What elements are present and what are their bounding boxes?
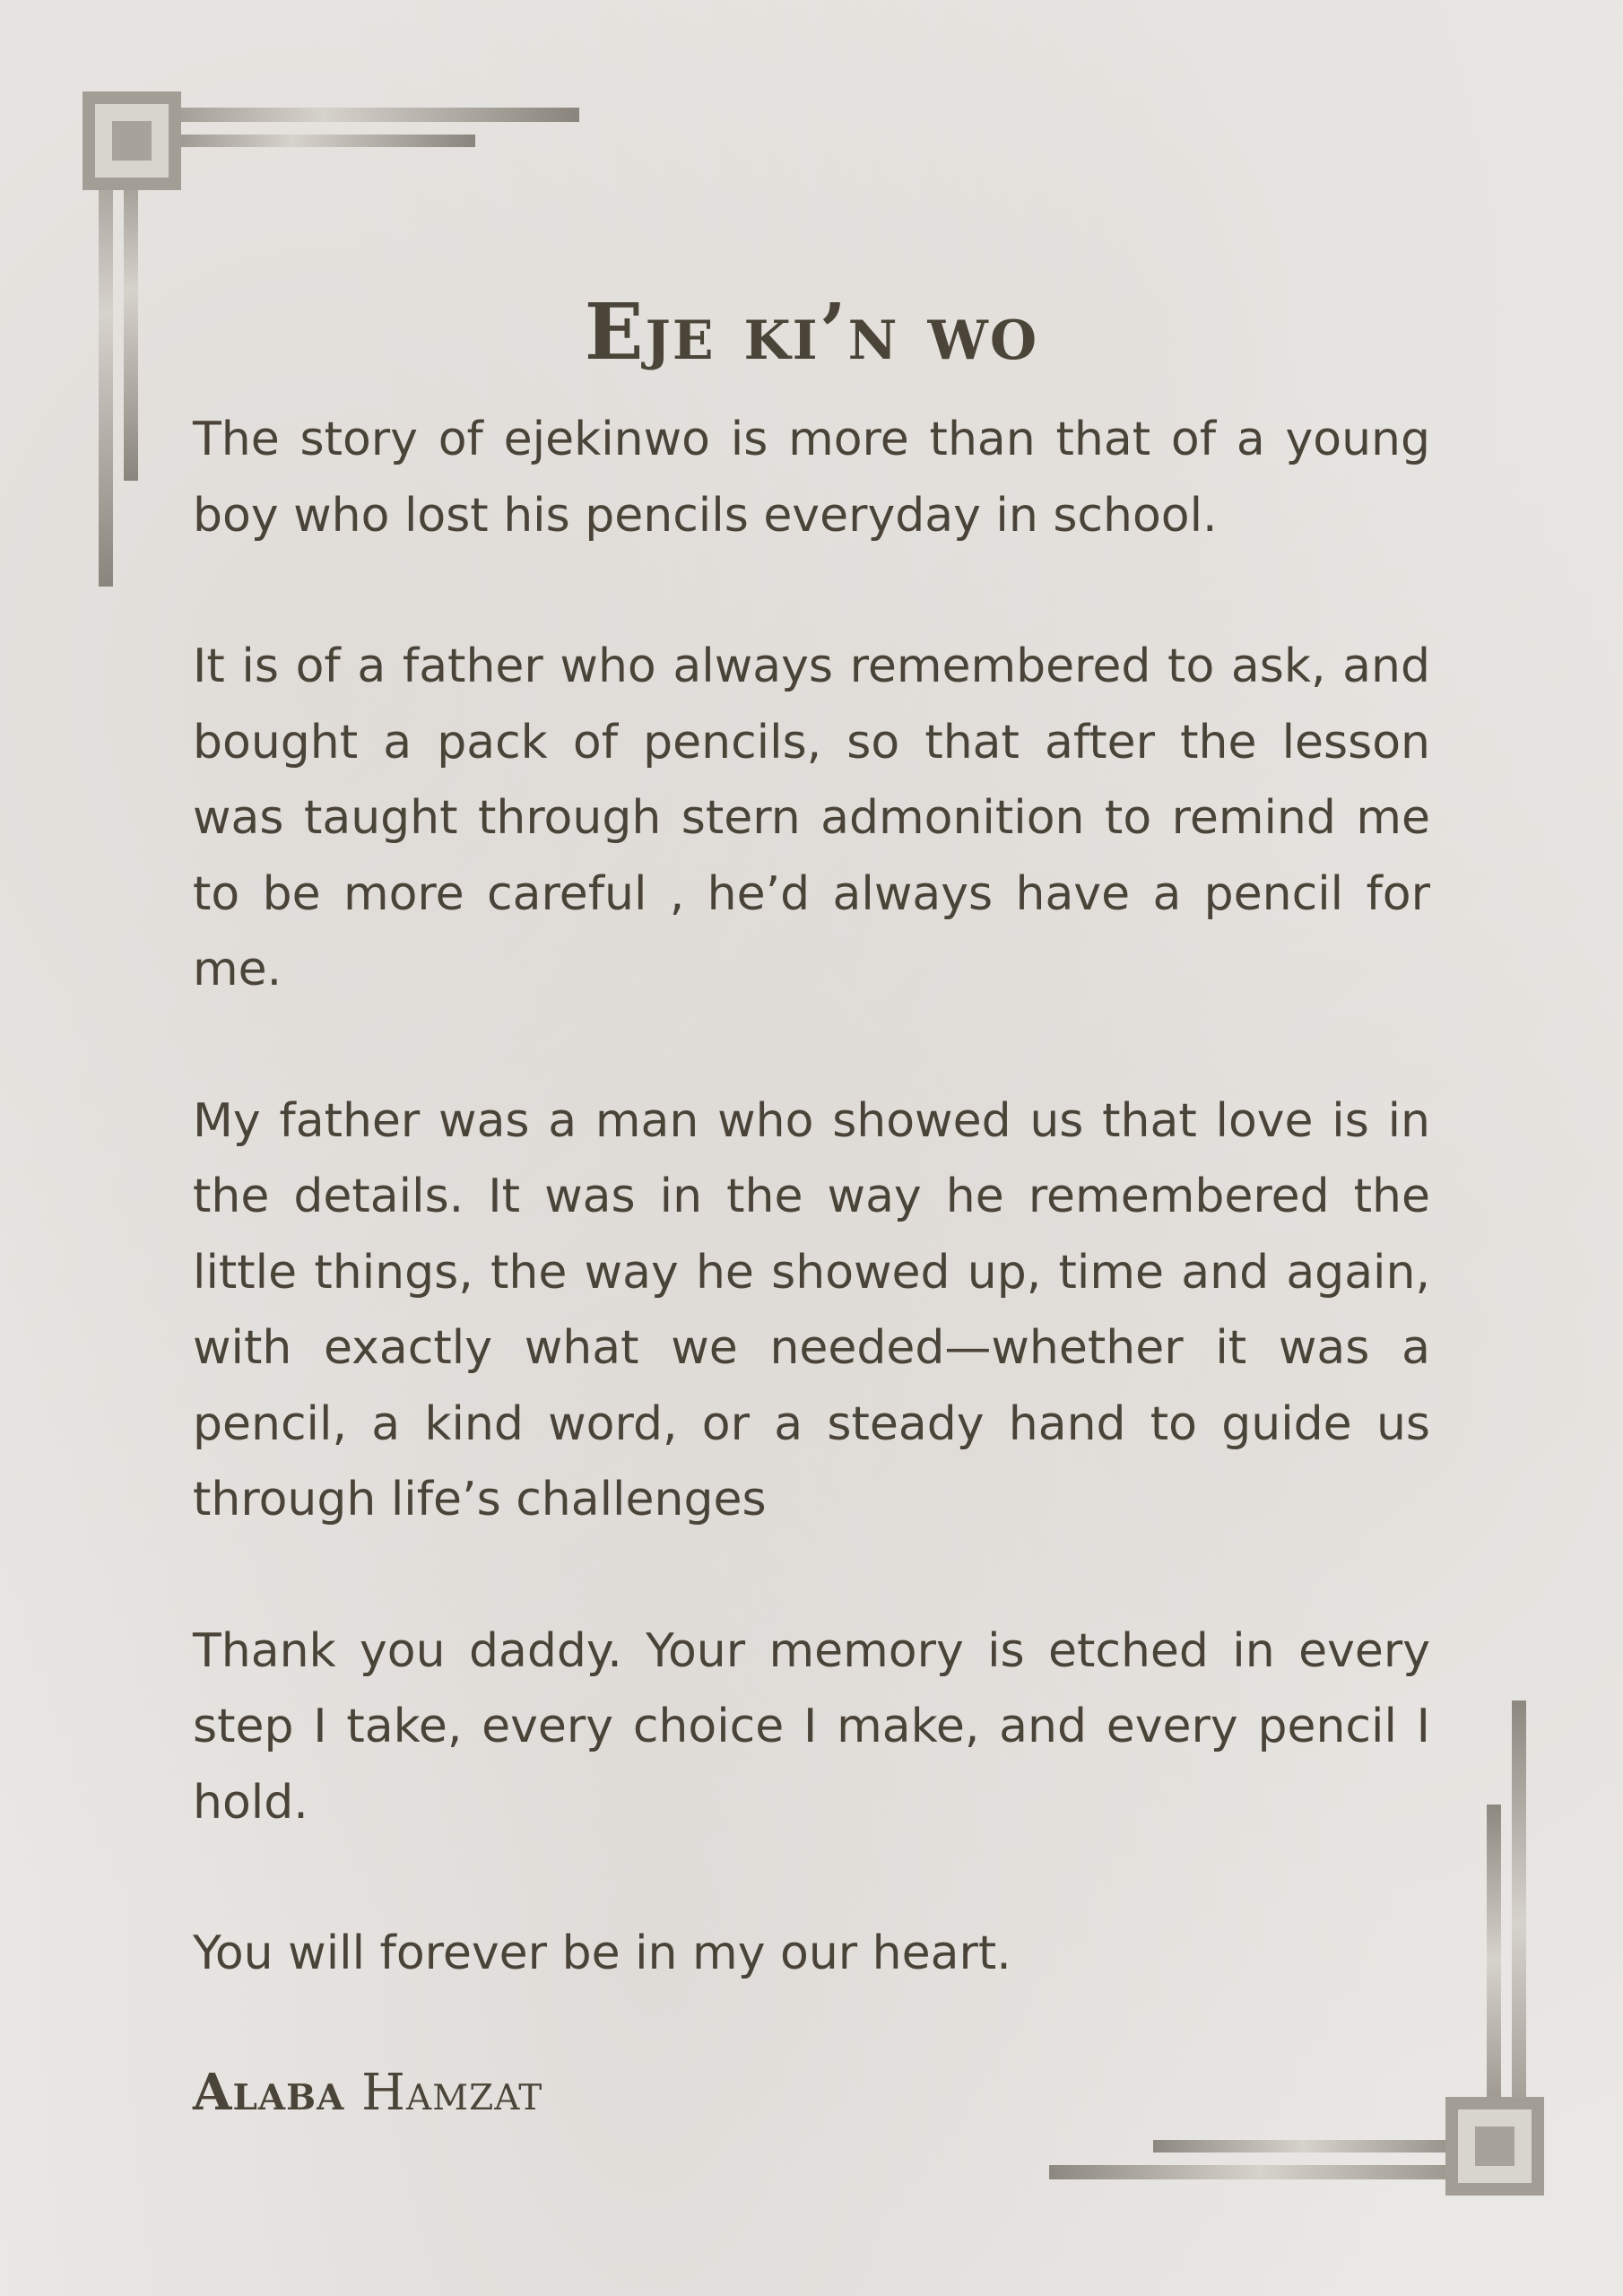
signature-last-name: Hamzat [361,2064,543,2122]
paragraph: You will forever be in my our heart. [193,1926,1011,1980]
letter-body [193,402,1430,2067]
paragraph: The story of ejekinwo is more than that of a young boy who lost his pencils everyday in school. [193,413,1430,543]
paragraph: My father was a man who showed us that love is in the details. It was in the way he remembered the little things, the way he showed up, time and again, with exactly what we needed—whether it was a pencil, a kind word, or a steady hand to guide us through life’s challenges [193,1093,1430,1526]
page-title: Eje ki’n wo [584,286,1039,378]
paragraph: It is of a father who always remembered to ask, and bought a pack of pencils, so that after the lesson was taught through stern admonition to remind me to be more careful , he’d always have a pencil for me. [193,639,1430,996]
signature-first-name: Alaba [193,2063,345,2122]
signature [193,2063,542,2122]
paragraph: Thank you daddy. Your memory is etched in every step I take, every choice I make, and every pencil I hold. [193,1623,1430,1830]
